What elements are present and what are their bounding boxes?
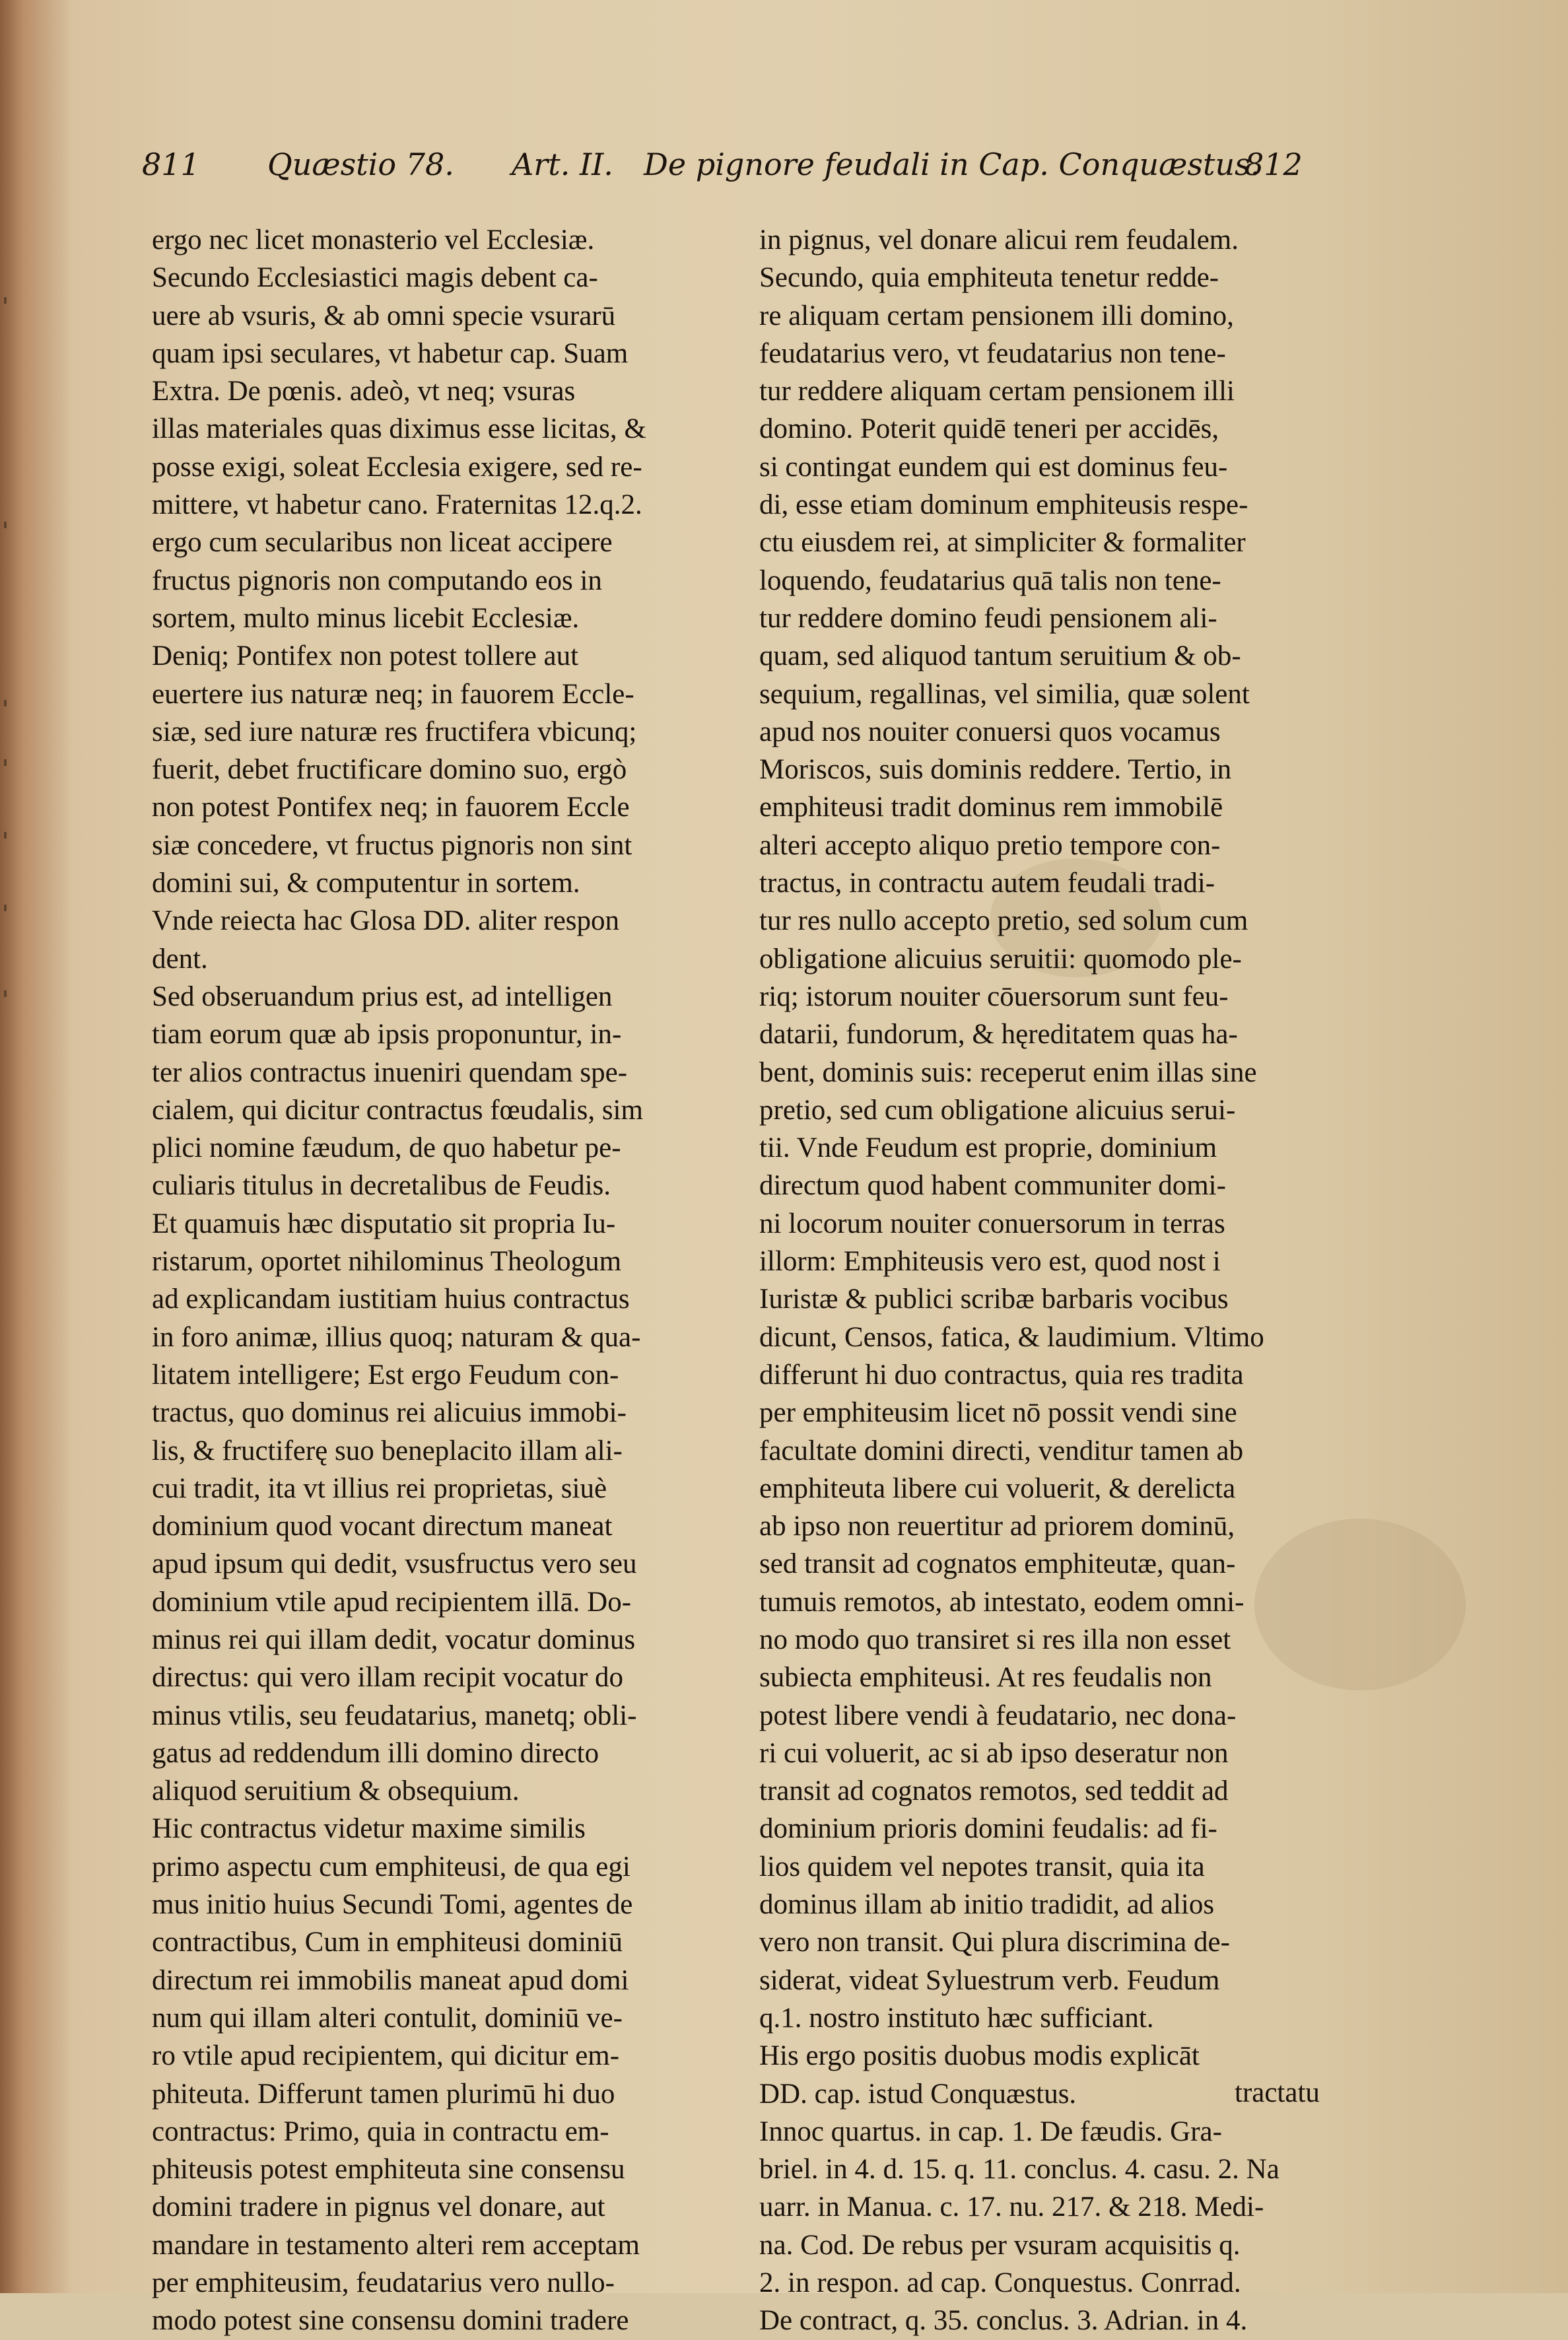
text-line: briel. in 4. d. 15. q. 11. conclus. 4. casu. 2. Na xyxy=(759,2154,1279,2185)
text-line: ri cui voluerit, ac si ab ipso deseratur non xyxy=(759,1737,1229,1769)
text-line: siæ, sed iure naturæ res fructifera vbicunq; xyxy=(152,716,637,747)
text-line: pretio, sed cum obligatione alicuius serui- xyxy=(759,1094,1236,1126)
text-line: feudatarius vero, vt feudatarius non tene- xyxy=(759,337,1226,369)
text-line: lios quidem vel nepotes transit, quia ita xyxy=(759,1851,1205,1882)
text-line: uere ab vsuris, & ab omni specie vsurarū xyxy=(152,300,616,331)
text-line: di, esse etiam dominum emphiteusis respe- xyxy=(759,489,1248,521)
text-line: directum quod habent communiter domi- xyxy=(759,1170,1226,1202)
text-line: Vnde reiecta hac Glosa DD. aliter respon xyxy=(152,905,620,937)
text-line: Secundo Ecclesiastici magis debent ca- xyxy=(152,262,598,294)
text-line: ristarum, oportet nihilominus Theologum xyxy=(152,1246,622,1278)
margin-mark xyxy=(4,522,7,528)
margin-mark xyxy=(4,905,7,911)
text-line: De contract, q. 35. conclus. 3. Adrian. in 4. xyxy=(759,2305,1248,2337)
text-line: fructus pignoris non computando eos in xyxy=(152,565,602,596)
text-line: apud nos nouiter conuersi quos vocamus xyxy=(759,716,1221,747)
text-line: dominium quod vocant directum maneat xyxy=(152,1511,613,1542)
text-line: re aliquam certam pensionem illi domino, xyxy=(759,300,1234,331)
text-line: quam, sed aliquod tantum seruitium & ob- xyxy=(759,640,1241,672)
text-line: primo aspectu cum emphiteusi, de qua egi xyxy=(152,1851,631,1882)
text-line: tii. Vnde Feudum est proprie, dominium xyxy=(759,1132,1217,1164)
text-line: tur reddere aliquam certam pensionem illi xyxy=(759,376,1235,407)
text-line: Hic contractus videtur maxime similis xyxy=(152,1813,586,1845)
text-line: in pignus, vel donare alicui rem feudalem. xyxy=(759,224,1239,256)
text-line: ter alios contractus inueniri quendam spe- xyxy=(152,1056,628,1088)
text-line: Sed obseruandum prius est, ad intelligen xyxy=(152,981,613,1012)
text-line: uarr. in Manua. c. 17. nu. 217. & 218. Medi- xyxy=(759,2191,1264,2223)
text-line: directus: qui vero illam recipit vocatur do xyxy=(152,1662,624,1694)
left-column xyxy=(152,221,716,2340)
text-line: cui tradit, ita vt illius rei proprietas, siuè xyxy=(152,1472,607,1504)
text-line: ab ipso non reuertitur ad priorem dominū, xyxy=(759,1511,1235,1542)
text-line: tumuis remotos, ab intestato, eodem omni- xyxy=(759,1586,1244,1618)
text-line: na. Cod. De rebus per vsuram acquisitis q. xyxy=(759,2229,1241,2261)
text-line: lis, & fructiferę suo beneplacito illam ali- xyxy=(152,1435,623,1466)
text-line: Deniq; Pontifex non potest tollere aut xyxy=(152,640,579,672)
binding-edge xyxy=(0,0,40,2293)
text-line: ad explicandam iustitiam huius contractus xyxy=(152,1284,630,1315)
text-line: ctu eiusdem rei, at simpliciter & formaliter xyxy=(759,527,1246,559)
text-line: cialem, qui dicitur contractus fœudalis, sim xyxy=(152,1094,643,1126)
text-line: phiteuta. Differunt tamen plurimū hi duo xyxy=(152,2078,615,2110)
text-line: in foro animæ, illius quoq; naturam & qua- xyxy=(152,1321,641,1353)
text-line: apud ipsum qui dedit, vsusfructus vero seu xyxy=(152,1548,637,1580)
text-line: emphiteusi tradit dominus rem immobilē xyxy=(759,792,1223,823)
text-line: bent, dominis suis: receperut enim illas sine xyxy=(759,1056,1257,1088)
text-line: minus vtilis, seu feudatarius, manetq; obli- xyxy=(152,1700,637,1731)
text-line: dominium vtile apud recipientem illā. Do- xyxy=(152,1586,632,1618)
text-line: illas materiales quas diximus esse licitas, & xyxy=(152,413,646,445)
text-line: Moriscos, suis dominis reddere. Tertio, in xyxy=(759,754,1232,786)
text-line: tur res nullo accepto pretio, sed solum cum xyxy=(759,905,1248,937)
right-column xyxy=(759,221,1334,2340)
text-line: quam ipsi seculares, vt habetur cap. Suam xyxy=(152,337,629,369)
text-line: mandare in testamento alteri rem acceptam xyxy=(152,2229,640,2261)
margin-mark xyxy=(4,700,7,706)
text-line: facultate domini directi, venditur tamen ab xyxy=(759,1435,1244,1466)
text-line: Iuristæ & publici scribæ barbaris vocibus xyxy=(759,1284,1229,1315)
text-line: loquendo, feudatarius quā talis non tene- xyxy=(759,565,1221,596)
text-line: domini tradere in pignus vel donare, aut xyxy=(152,2191,605,2223)
text-line: DD. cap. istud Conquæstus. xyxy=(759,2078,1077,2110)
text-line: dominium prioris domini feudalis: ad fi- xyxy=(759,1813,1217,1845)
text-line: ergo nec licet monasterio vel Ecclesiæ. xyxy=(152,224,595,256)
section-title: De pignore feudali in Cap. Conquæstus. xyxy=(644,147,1260,182)
text-line: aliquod seruitium & obsequium. xyxy=(152,1775,520,1807)
text-line: posse exigi, soleat Ecclesia exigere, sed re- xyxy=(152,451,642,483)
text-line: contractibus, Cum in emphiteusi dominiū xyxy=(152,1927,623,1958)
catchword: tractatu xyxy=(1235,2077,1320,2108)
text-line: sequium, regallinas, vel similia, quæ solent xyxy=(759,678,1250,710)
text-line: domini sui, & computentur in sortem. xyxy=(152,868,580,899)
text-line: sed transit ad cognatos emphiteutæ, quan- xyxy=(759,1548,1236,1580)
text-line: litatem intelligere; Est ergo Feudum con- xyxy=(152,1359,619,1391)
text-line: dominus illam ab initio tradidit, ad alios xyxy=(759,1889,1215,1921)
text-line: directum rei immobilis maneat apud domi xyxy=(152,1964,629,1996)
running-head xyxy=(142,147,1317,193)
text-line: mittere, vt habetur cano. Fraternitas 12.q.2. xyxy=(152,489,642,521)
text-line: dent. xyxy=(152,943,208,975)
text-line: tractus, in contractu autem feudali tradi- xyxy=(759,868,1215,899)
margin-mark xyxy=(4,759,7,766)
margin-mark xyxy=(4,297,7,304)
text-line: num qui illam alteri contulit, dominiū ve- xyxy=(152,2002,623,2034)
text-line: per emphiteusim licet nō possit vendi sine xyxy=(759,1397,1237,1429)
margin-mark xyxy=(4,990,7,997)
text-line: no modo quo transiret si res illa non esset xyxy=(759,1624,1231,1655)
page-number-right: 812 xyxy=(1244,147,1303,182)
text-line: tur reddere domino feudi pensionem ali- xyxy=(759,602,1217,634)
text-line: mus initio huius Secundi Tomi, agentes de xyxy=(152,1889,633,1921)
text-line: dicunt, Censos, fatica, & laudimium. Vltimo xyxy=(759,1321,1264,1353)
text-line: tractus, quo dominus rei alicuius immobi- xyxy=(152,1397,627,1429)
text-line: tiam eorum quæ ab ipsis proponuntur, in- xyxy=(152,1019,622,1050)
text-line: emphiteuta libere cui voluerit, & derelicta xyxy=(759,1472,1236,1504)
text-line: differunt hi duo contractus, quia res tradita xyxy=(759,1359,1244,1391)
text-line: ni locorum nouiter conuersorum in terras xyxy=(759,1208,1225,1239)
text-line: phiteusis potest emphiteuta sine consensu xyxy=(152,2154,625,2185)
text-line: datarii, fundorum, & hęreditatem quas ha- xyxy=(759,1019,1238,1050)
article-title: Art. II. xyxy=(512,147,613,182)
text-line: minus rei qui illam dedit, vocatur dominus xyxy=(152,1624,636,1655)
text-line: ro vtile apud recipientem, qui dicitur em- xyxy=(152,2040,620,2072)
text-line: His ergo positis duobus modis explicāt xyxy=(759,2040,1200,2072)
text-line: domino. Poterit quidē teneri per accidēs, xyxy=(759,413,1219,445)
text-line: contractus: Primo, quia in contractu em- xyxy=(152,2116,609,2147)
text-line: plici nomine fæudum, de quo habetur pe- xyxy=(152,1132,621,1164)
text-line: si contingat eundem qui est dominus feu- xyxy=(759,451,1228,483)
text-line: non potest Pontifex neq; in fauorem Eccle xyxy=(152,792,630,823)
text-line: modo potest sine consensu domini tradere xyxy=(152,2305,629,2337)
text-line: vero non transit. Qui plura discrimina de- xyxy=(759,1927,1230,1958)
text-line: q.1. nostro instituto hæc sufficiant. xyxy=(759,2002,1154,2034)
text-line: siderat, videat Syluestrum verb. Feudum xyxy=(759,1964,1220,1996)
text-line: obligatione alicuius seruitii: quomodo ple- xyxy=(759,943,1242,975)
text-line: Secundo, quia emphiteuta tenetur redde- xyxy=(759,262,1219,294)
text-line: fuerit, debet fructificare domino suo, ergò xyxy=(152,754,627,786)
text-line: sortem, multo minus licebit Ecclesiæ. xyxy=(152,602,580,634)
text-line: siæ concedere, vt fructus pignoris non sint xyxy=(152,829,632,861)
text-line: gatus ad reddendum illi domino directo xyxy=(152,1737,599,1769)
text-line: culiaris titulus in decretalibus de Feudis. xyxy=(152,1170,611,1202)
text-line: transit ad cognatos remotos, sed teddit ad xyxy=(759,1775,1229,1807)
text-line: Et quamuis hæc disputatio sit propria Iu- xyxy=(152,1208,616,1239)
text-line: Extra. De pœnis. adeò, vt neq; vsuras xyxy=(152,376,576,407)
text-line: ergo cum secularibus non liceat accipere xyxy=(152,527,613,559)
text-line: Innoc quartus. in cap. 1. De fæudis. Gra- xyxy=(759,2116,1222,2147)
text-line: potest libere vendi à feudatario, nec dona- xyxy=(759,1700,1237,1731)
text-line: illorm: Emphiteusis vero est, quod nost i xyxy=(759,1246,1221,1278)
text-line: subiecta emphiteusi. At res feudalis non xyxy=(759,1662,1212,1694)
margin-mark xyxy=(4,832,7,839)
text-line: euertere ius naturæ neq; in fauorem Eccle- xyxy=(152,678,634,710)
text-line: 2. in respon. ad cap. Conquestus. Conrrad. xyxy=(759,2267,1241,2299)
question-title: Quæstio 78. xyxy=(267,147,454,182)
page-number-left: 811 xyxy=(142,147,200,182)
text-line: alteri accepto aliquo pretio tempore con- xyxy=(759,829,1221,861)
text-line: riq; istorum nouiter cōuersorum sunt feu- xyxy=(759,981,1229,1012)
text-line: per emphiteusim, feudatarius vero nullo- xyxy=(152,2267,615,2299)
